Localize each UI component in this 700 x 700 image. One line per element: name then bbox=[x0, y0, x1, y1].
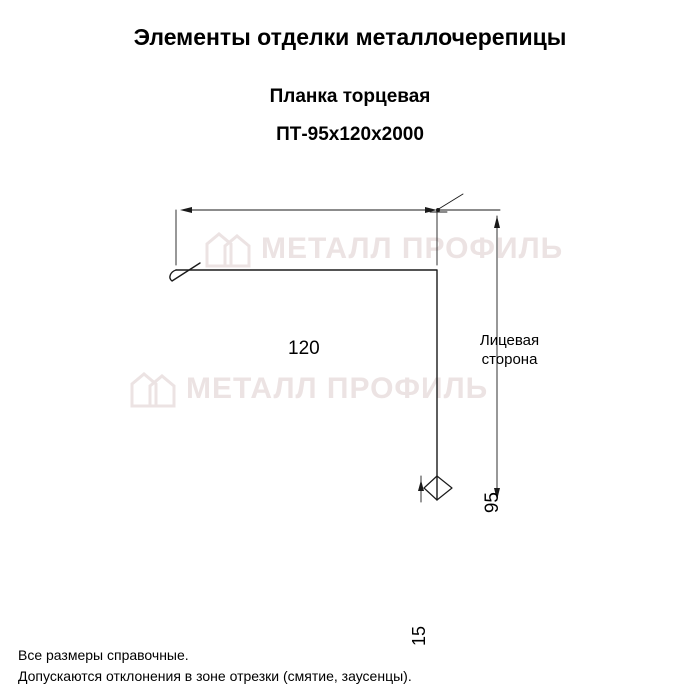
leader-line-face bbox=[437, 194, 463, 210]
watermark-text: МЕТАЛЛ ПРОФИЛЬ bbox=[261, 232, 564, 265]
watermark-text: МЕТАЛЛ ПРОФИЛЬ bbox=[186, 372, 489, 405]
footnote-line-1: Все размеры справочные. bbox=[18, 646, 189, 663]
drawing-svg bbox=[0, 150, 700, 580]
footnote-line-2: Допускаются отклонения в зоне отрезки (смятие, заусенцы). bbox=[18, 668, 412, 685]
face-side-line1: Лицевая bbox=[479, 332, 540, 349]
dimension-label-width: 120 bbox=[288, 338, 320, 359]
page-title: Элементы отделки металлочерепицы bbox=[133, 24, 567, 50]
dimension-label-small: 15 bbox=[409, 626, 429, 647]
dimension-label-height: 95 bbox=[482, 492, 503, 514]
product-name: Планка торцевая bbox=[269, 86, 431, 107]
face-side-line2: сторона bbox=[481, 350, 538, 368]
leader-dot bbox=[436, 208, 440, 212]
profile-bottom-return-2 bbox=[437, 476, 452, 500]
profile-outline-main bbox=[176, 270, 437, 500]
arrow-up bbox=[494, 216, 500, 228]
arrow-left bbox=[180, 207, 192, 213]
arrow-small-up bbox=[418, 480, 424, 491]
product-code: ПТ-95х120х2000 bbox=[276, 124, 424, 145]
face-side-callout bbox=[462, 332, 557, 370]
footnotes bbox=[18, 645, 412, 688]
technical-drawing bbox=[0, 150, 700, 647]
profile-drip-hook bbox=[170, 263, 200, 281]
profile-bottom-return bbox=[424, 476, 437, 500]
